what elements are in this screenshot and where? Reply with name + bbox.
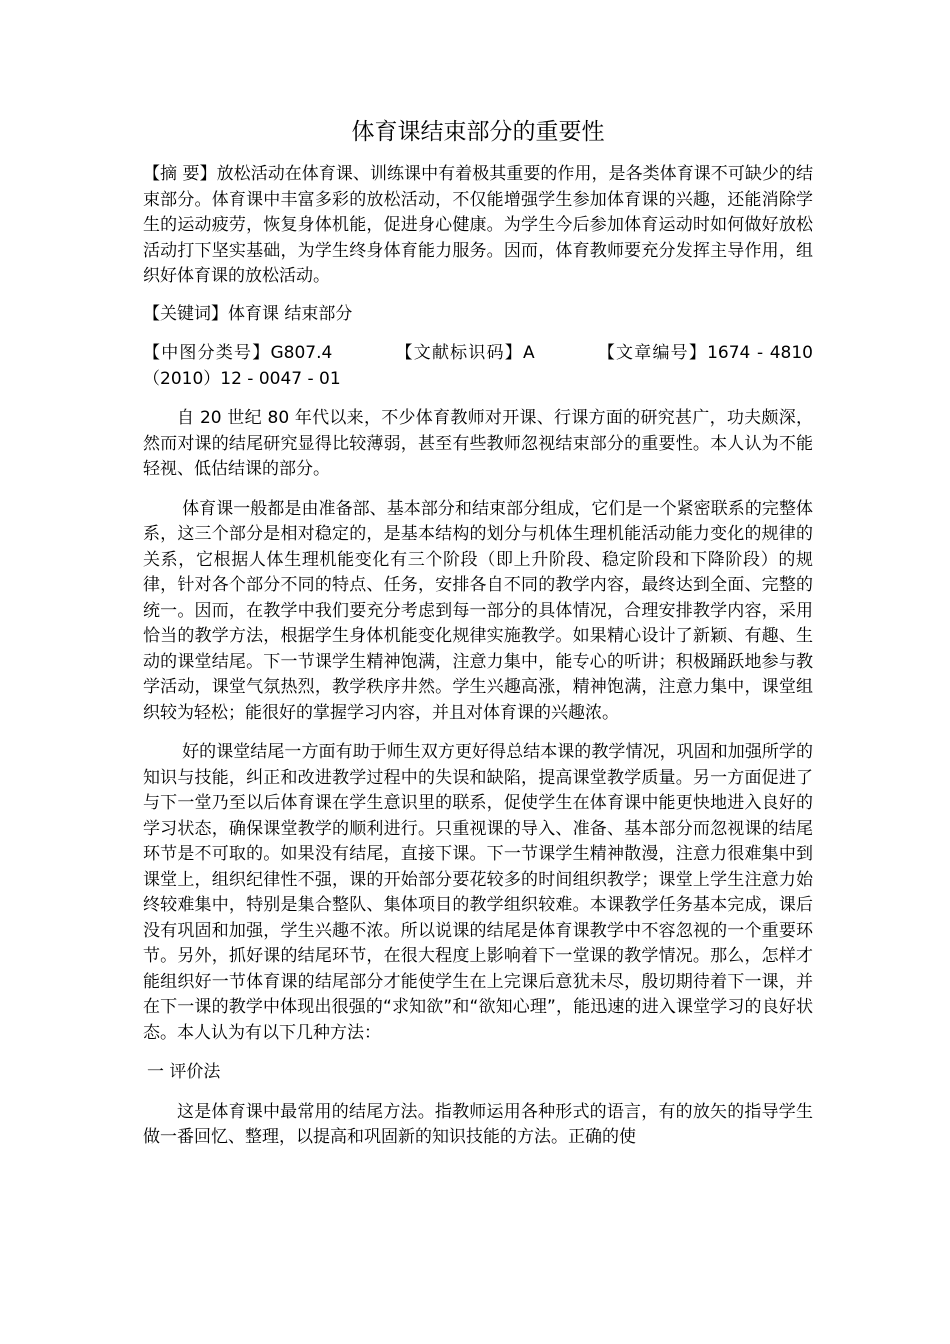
- document-page: [143, 112, 813, 1165]
- abstract: 【摘 要】放松活动在体育课、训练课中有着极其重要的作用，是各类体育课不可缺少的结束部分。体育课中丰富多彩的放松活动，不仅能增强学生参加体育课的兴趣，还能消除学生的运动疲劳，恢复身体机能，促进身心健康。为学生今后参加体育运动时如何做好放松活动打下坚实基础，为学生终身体育能力服务。因而，体育教师要充分发挥主导作用，组织好体育课的放松活动。: [143, 164, 813, 286]
- classification-line: [143, 341, 813, 392]
- body-paragraph-2: 体育课一般都是由准备部、基本部分和结束部分组成，它们是一个紧密联系的完整体系，这三个部分是相对稳定的，是基本结构的划分与机体生理机能活动能力变化的规律的关系，它根据人体生理机能变化有三个阶段（即上升阶段、稳定阶段和下降阶段）的规律，针对各个部分不同的特点、任务，安排各自不同的教学内容，最终达到全面、完整的统一。因而，在教学中我们要充分考虑到每一部分的具体情况，合理安排教学内容，采用恰当的教学方法，根据学生身体机能变化规律实施教学。如果精心设计了新颖、有趣、生动的课堂结尾。下一节课学生精神饱满，注意力集中，能专心的听讲；积极踊跃地参与教学活动，课堂气氛热烈，教学秩序井然。学生兴趣高涨，精神饱满，注意力集中，课堂组织较为轻松；能很好的掌握学习内容，并且对体育课的兴趣浓。: [143, 498, 813, 723]
- body-paragraph-3: 好的课堂结尾一方面有助于师生双方更好得总结本课的教学情况，巩固和加强所学的知识与技能，纠正和改进教学过程中的失误和缺陷，提高课堂教学质量。另一方面促进了与下一堂乃至以后体育课在学生意识里的联系，促使学生在体育课中能更快地进入良好的学习状态，确保课堂教学的顺利进行。只重视课的导入、准备、基本部分而忽视课的结尾环节是不可取的。如果没有结尾，直接下课。下一节课学生精神散漫，注意力很难集中到课堂上，组织纪律性不强，课的开始部分要花较多的时间组织教学；课堂上学生注意力始终较难集中，特别是集合整队、集体项目的教学组织较难。本课教学任务基本完成，课后没有巩固和加强，学生兴趣不浓。所以说课的结尾是体育课教学中不容忽视的一个重要环节。另外，抓好课的结尾环节，在很大程度上影响着下一堂课的教学情况。那么，怎样才能组织好一节体育课的结尾部分才能使学生在上完课后意犹未尽，殷切期待着下一课，并在下一课的教学中体现出很强的“求知欲”和“欲知心理”，能迅速的进入课堂学习的良好状态。本人认为有以下几种方法：: [143, 742, 813, 1043]
- body-paragraph-4: 这是体育课中最常用的结尾方法。指教师运用各种形式的语言，有的放矢的指导学生做一番回忆、整理，以提高和巩固新的知识技能的方法。正确的使: [143, 1101, 813, 1147]
- document-code: 【文献标识码】A: [394, 343, 535, 363]
- section-heading-1: 一 评价法: [147, 1062, 221, 1082]
- keywords: 【关键词】体育课 结束部分: [143, 303, 353, 324]
- body-paragraph-1: 自 20 世纪 80 年代以来，不少体育教师对开课、行课方面的研究甚广，功夫颇深，然而对课的结尾研究显得比较薄弱，甚至有些教师忽视结束部分的重要性。本人认为不能轻视、低估结课的部分。: [143, 408, 813, 479]
- page-title: 体育课结束部分的重要性: [351, 119, 605, 145]
- article-number: 【文章编号】1674 - 4810（2010）12 - 0047 - 01: [143, 343, 813, 389]
- clc-number: 【中图分类号】G807.4: [143, 343, 333, 363]
